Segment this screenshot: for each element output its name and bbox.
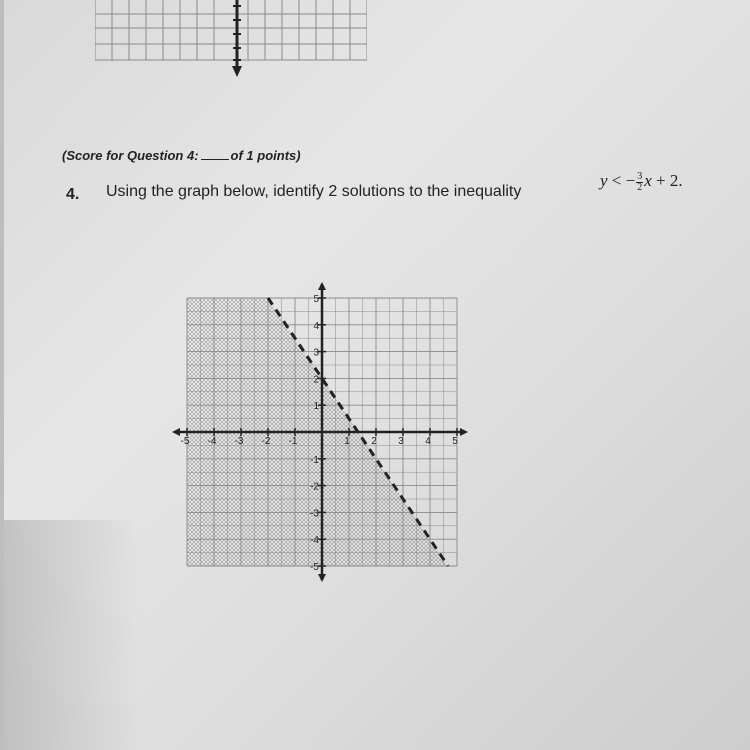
score-line: [62, 148, 301, 163]
x-tick-label: -3: [234, 436, 244, 447]
y-tick-label: 1: [313, 401, 319, 413]
question-text: Using the graph below, identify 2 solutions to the inequality: [106, 183, 522, 200]
y-tick-label: -4: [310, 535, 319, 547]
y-tick-label: 5: [313, 294, 319, 305]
score-blank[interactable]: [201, 149, 229, 160]
y-tick-label: 3: [313, 347, 319, 359]
fraction-denominator: 2: [637, 181, 643, 193]
x-axis-left-arrow: [172, 428, 180, 436]
y-axis-top-arrow: [318, 282, 326, 290]
coordinate-graph: [170, 282, 470, 582]
inequality-operator: <: [611, 171, 622, 190]
x-tick-label: -2: [261, 436, 271, 447]
y-tick-label: 2: [313, 374, 319, 386]
inequality-lhs: y: [600, 171, 608, 190]
y-tick-label: -1: [310, 454, 319, 466]
y-tick-label: 4: [313, 320, 319, 332]
x-tick-label: -4: [207, 436, 217, 447]
score-prefix: (Score for Question 4:: [62, 148, 199, 163]
y-tick-label: -2: [310, 481, 319, 493]
x-tick-label: -1: [288, 436, 298, 447]
inequality-variable: x: [644, 171, 652, 190]
x-tick-label: 5: [452, 436, 458, 447]
score-suffix: of 1 points): [230, 148, 301, 163]
paper-edge: [0, 0, 4, 750]
x-tick-label: 3: [398, 436, 404, 447]
x-tick-label: 1: [344, 436, 350, 447]
y-tick-label: -5: [310, 562, 319, 573]
inequality: [600, 171, 683, 193]
inequality-negative-sign: −: [625, 171, 636, 190]
x-tick-label: 2: [371, 436, 377, 447]
y-tick-label: -3: [310, 508, 319, 520]
paper-shadow: [0, 520, 140, 750]
fraction-numerator: 3: [637, 170, 643, 182]
y-axis-bottom-arrow: [318, 574, 326, 582]
x-axis-right-arrow: [460, 428, 468, 436]
inequality-fraction: [636, 172, 643, 193]
x-tick-label: 4: [425, 436, 431, 447]
inequality-rest: + 2.: [656, 171, 683, 190]
question-number: 4.: [66, 186, 80, 203]
x-tick-label: -5: [180, 436, 190, 447]
previous-question-y-axis-arrow: [228, 0, 248, 80]
